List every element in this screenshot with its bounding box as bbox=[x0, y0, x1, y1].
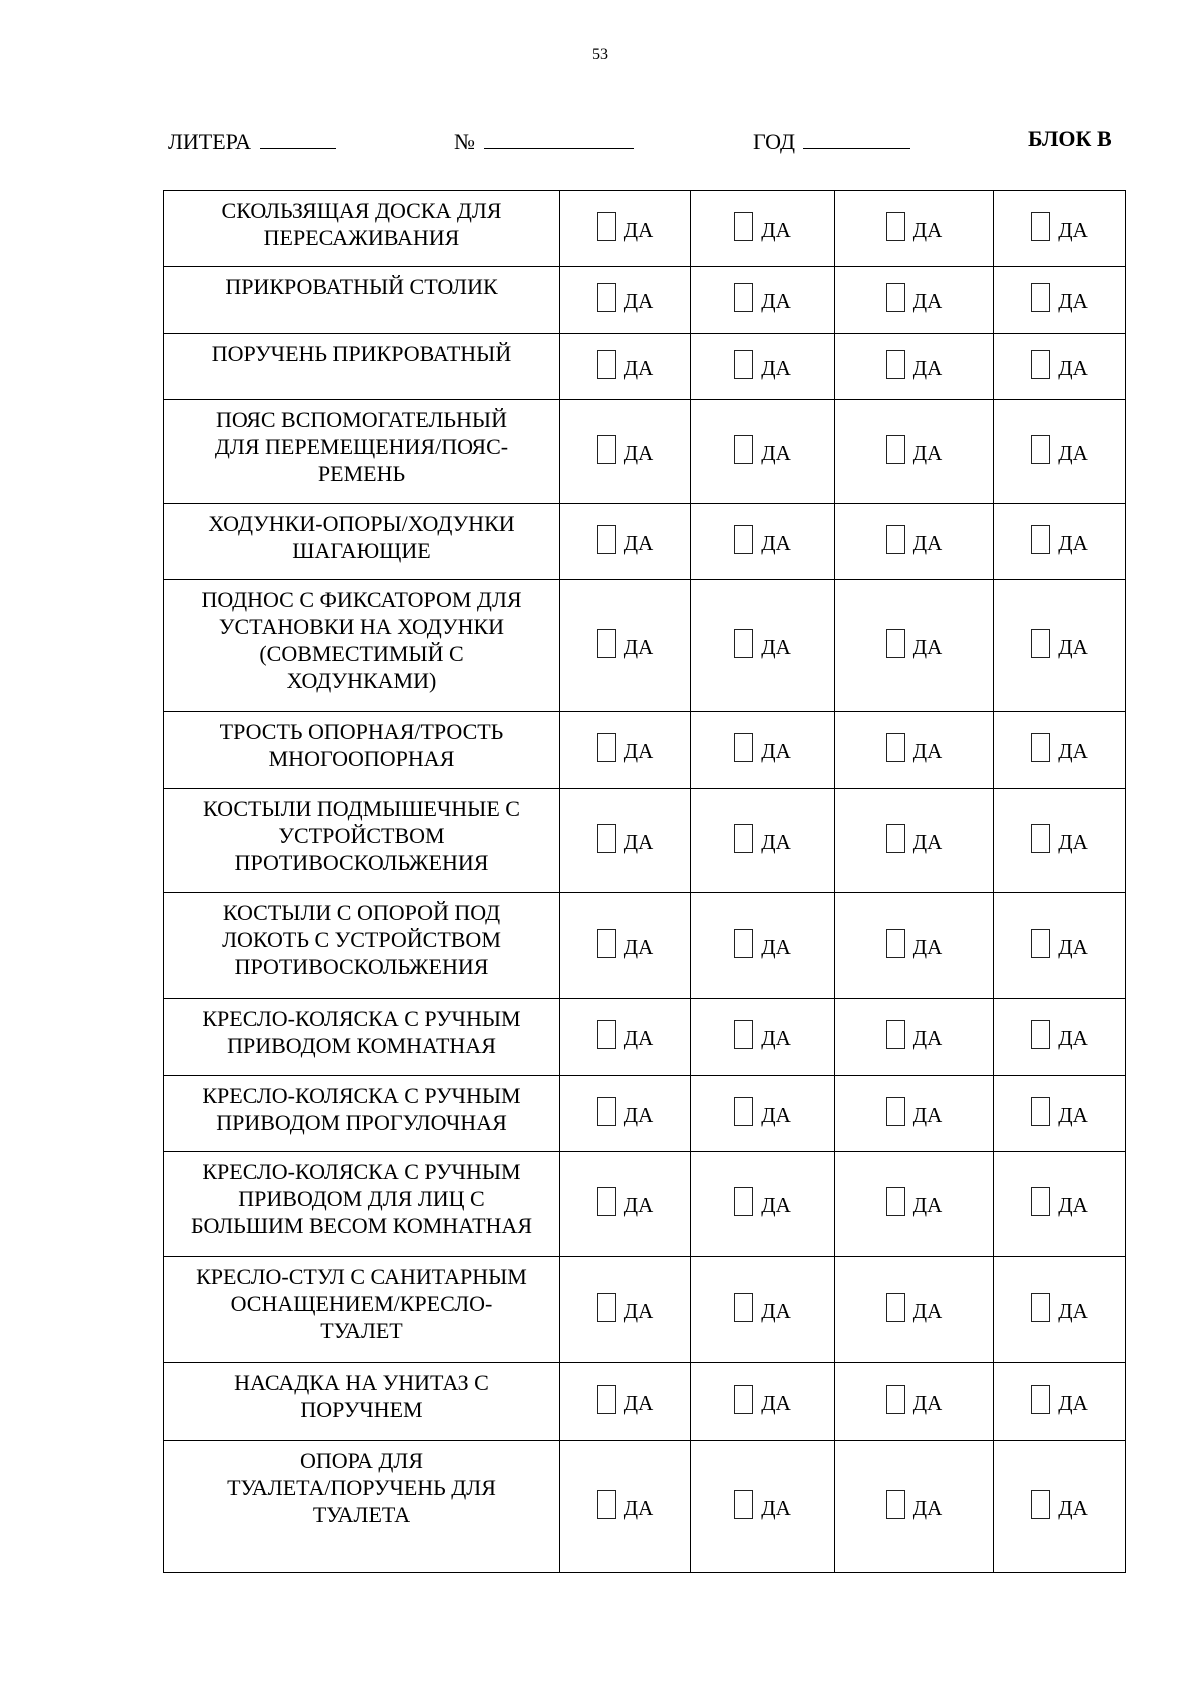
yes-checkbox[interactable] bbox=[597, 212, 616, 241]
yes-label: ДА bbox=[912, 1495, 943, 1520]
yes-checkbox[interactable] bbox=[1031, 525, 1050, 554]
option-cell bbox=[835, 334, 994, 400]
option-cell bbox=[994, 1363, 1126, 1441]
yes-checkbox[interactable] bbox=[886, 1293, 905, 1322]
yes-checkbox[interactable] bbox=[1031, 435, 1050, 464]
yes-option bbox=[1031, 435, 1088, 464]
yes-checkbox[interactable] bbox=[734, 929, 753, 958]
yes-option bbox=[734, 1020, 791, 1049]
option-cell bbox=[835, 712, 994, 789]
yes-checkbox[interactable] bbox=[597, 824, 616, 853]
yes-checkbox[interactable] bbox=[597, 1097, 616, 1126]
option-cell bbox=[994, 400, 1126, 504]
yes-checkbox[interactable] bbox=[886, 283, 905, 312]
yes-option bbox=[597, 629, 654, 658]
option-cell bbox=[691, 1076, 835, 1152]
option-cell bbox=[835, 267, 994, 334]
yes-label: ДА bbox=[912, 289, 943, 313]
yes-option bbox=[886, 929, 943, 958]
block-label: БЛОК В bbox=[1028, 126, 1112, 151]
option-cell bbox=[691, 712, 835, 789]
yes-option bbox=[734, 1385, 791, 1414]
yes-label: ДА bbox=[761, 829, 791, 854]
item-name: ТРОСТЬ ОПОРНАЯ/ТРОСТЬ МНОГООПОРНАЯ bbox=[164, 712, 560, 789]
yes-checkbox[interactable] bbox=[734, 1097, 753, 1126]
yes-option bbox=[597, 1020, 654, 1049]
yes-option bbox=[886, 525, 943, 554]
yes-label: ДА bbox=[623, 530, 654, 555]
table-row bbox=[164, 580, 1126, 712]
yes-label: ДА bbox=[623, 440, 654, 465]
option-cell bbox=[691, 1152, 835, 1257]
yes-checkbox[interactable] bbox=[734, 1490, 753, 1519]
yes-option bbox=[886, 435, 943, 464]
yes-checkbox[interactable] bbox=[597, 1187, 616, 1216]
yes-label: ДА bbox=[761, 934, 791, 959]
yes-label: ДА bbox=[1058, 440, 1088, 465]
item-name: ОПОРА ДЛЯ ТУАЛЕТА/ПОРУЧЕНЬ ДЛЯ ТУАЛЕТА bbox=[164, 1441, 560, 1573]
yes-label: ДА bbox=[912, 739, 943, 763]
yes-checkbox[interactable] bbox=[597, 929, 616, 958]
form-header bbox=[0, 126, 1200, 156]
option-cell bbox=[560, 1441, 691, 1573]
yes-option bbox=[886, 283, 943, 312]
yes-label: ДА bbox=[623, 829, 654, 854]
yes-option bbox=[734, 824, 791, 853]
yes-checkbox[interactable] bbox=[886, 435, 905, 464]
yes-label: ДА bbox=[912, 530, 943, 555]
option-cell bbox=[691, 400, 835, 504]
option-cell bbox=[994, 1441, 1126, 1573]
item-name: ПОРУЧЕНЬ ПРИКРОВАТНЫЙ bbox=[164, 334, 560, 400]
option-cell bbox=[560, 334, 691, 400]
yes-option bbox=[734, 212, 791, 241]
yes-label: ДА bbox=[761, 1390, 791, 1415]
yes-option bbox=[597, 1187, 654, 1216]
option-cell bbox=[560, 1257, 691, 1363]
yes-option bbox=[734, 1097, 791, 1126]
yes-checkbox[interactable] bbox=[597, 1293, 616, 1322]
yes-checkbox[interactable] bbox=[886, 629, 905, 658]
yes-option bbox=[734, 283, 791, 312]
yes-option bbox=[734, 525, 791, 554]
option-cell bbox=[691, 267, 835, 334]
yes-option bbox=[1031, 283, 1088, 312]
yes-label: ДА bbox=[623, 634, 654, 659]
item-name: СКОЛЬЗЯЩАЯ ДОСКА ДЛЯ ПЕРЕСАЖИВАНИЯ bbox=[164, 191, 560, 267]
table-row bbox=[164, 893, 1126, 999]
yes-label: ДА bbox=[912, 1298, 943, 1323]
option-cell bbox=[560, 580, 691, 712]
yes-label: ДА bbox=[761, 634, 791, 659]
yes-label: ДА bbox=[912, 217, 943, 242]
yes-checkbox[interactable] bbox=[1031, 1020, 1050, 1049]
year-field bbox=[753, 126, 910, 155]
yes-label: ДА bbox=[1058, 739, 1088, 763]
yes-checkbox[interactable] bbox=[1031, 283, 1050, 312]
yes-option bbox=[886, 212, 943, 241]
yes-option bbox=[886, 1020, 943, 1049]
item-name: КРЕСЛО-КОЛЯСКА С РУЧНЫМ ПРИВОДОМ КОМНАТНАЯ bbox=[164, 999, 560, 1076]
yes-checkbox[interactable] bbox=[1031, 1385, 1050, 1414]
yes-option bbox=[1031, 929, 1088, 958]
yes-option bbox=[886, 1187, 943, 1216]
yes-option bbox=[1031, 1020, 1088, 1049]
option-cell bbox=[691, 1257, 835, 1363]
yes-checkbox[interactable] bbox=[734, 212, 753, 241]
option-cell bbox=[691, 1441, 835, 1573]
option-cell bbox=[560, 1076, 691, 1152]
yes-checkbox[interactable] bbox=[734, 525, 753, 554]
yes-checkbox[interactable] bbox=[734, 629, 753, 658]
yes-checkbox[interactable] bbox=[734, 1020, 753, 1049]
yes-label: ДА bbox=[1058, 829, 1088, 854]
yes-option bbox=[1031, 1293, 1088, 1322]
yes-label: ДА bbox=[1058, 634, 1088, 659]
option-cell bbox=[994, 580, 1126, 712]
yes-checkbox[interactable] bbox=[1031, 1490, 1050, 1519]
option-cell bbox=[560, 1152, 691, 1257]
yes-checkbox[interactable] bbox=[886, 350, 905, 379]
yes-option bbox=[1031, 212, 1088, 241]
yes-label: ДА bbox=[761, 1495, 791, 1520]
option-cell bbox=[994, 893, 1126, 999]
yes-checkbox[interactable] bbox=[597, 350, 616, 379]
yes-checkbox[interactable] bbox=[597, 1385, 616, 1414]
yes-option bbox=[1031, 1187, 1088, 1216]
option-cell bbox=[994, 1257, 1126, 1363]
yes-option bbox=[734, 350, 791, 379]
yes-option bbox=[734, 1293, 791, 1322]
option-cell bbox=[691, 999, 835, 1076]
yes-label: ДА bbox=[623, 1495, 654, 1520]
yes-label: ДА bbox=[1058, 934, 1088, 959]
table-row bbox=[164, 712, 1126, 789]
table-row bbox=[164, 1257, 1126, 1363]
yes-option bbox=[597, 435, 654, 464]
option-cell bbox=[560, 1363, 691, 1441]
yes-option bbox=[1031, 824, 1088, 853]
yes-checkbox[interactable] bbox=[1031, 1187, 1050, 1216]
yes-label: ДА bbox=[761, 530, 791, 555]
yes-checkbox[interactable] bbox=[886, 1187, 905, 1216]
yes-label: ДА bbox=[1058, 1026, 1088, 1050]
option-cell bbox=[560, 893, 691, 999]
yes-label: ДА bbox=[623, 217, 654, 242]
option-cell bbox=[835, 1257, 994, 1363]
yes-label: ДА bbox=[1058, 1298, 1088, 1323]
yes-label: ДА bbox=[623, 739, 654, 763]
yes-label: ДА bbox=[912, 1026, 943, 1050]
yes-checkbox[interactable] bbox=[1031, 629, 1050, 658]
yes-label: ДА bbox=[1058, 1193, 1088, 1217]
item-name: КОСТЫЛИ С ОПОРОЙ ПОД ЛОКОТЬ С УСТРОЙСТВОМ ПРОТИВОСКОЛЬЖЕНИЯ bbox=[164, 893, 560, 999]
yes-label: ДА bbox=[623, 934, 654, 959]
item-name: ПРИКРОВАТНЫЙ СТОЛИК bbox=[164, 267, 560, 334]
yes-checkbox[interactable] bbox=[734, 435, 753, 464]
yes-option bbox=[597, 1490, 654, 1519]
item-name: КРЕСЛО-СТУЛ С САНИТАРНЫМ ОСНАЩЕНИЕМ/КРЕСЛО- ТУАЛЕТ bbox=[164, 1257, 560, 1363]
yes-option bbox=[734, 1490, 791, 1519]
yes-label: ДА bbox=[912, 934, 943, 959]
yes-label: ДА bbox=[912, 1193, 943, 1217]
yes-label: ДА bbox=[1058, 1495, 1088, 1520]
yes-label: ДА bbox=[761, 1102, 791, 1127]
yes-option bbox=[1031, 733, 1088, 762]
yes-checkbox[interactable] bbox=[597, 283, 616, 312]
litera-field bbox=[168, 126, 336, 155]
option-cell bbox=[691, 191, 835, 267]
yes-checkbox[interactable] bbox=[886, 1490, 905, 1519]
yes-label: ДА bbox=[1058, 355, 1088, 380]
yes-option bbox=[597, 283, 654, 312]
option-cell bbox=[691, 1363, 835, 1441]
table-row bbox=[164, 1076, 1126, 1152]
yes-label: ДА bbox=[761, 217, 791, 242]
page-number: 53 bbox=[592, 46, 608, 63]
yes-option bbox=[886, 1097, 943, 1126]
option-cell bbox=[835, 1441, 994, 1573]
item-name: ПОЯС ВСПОМОГАТЕЛЬНЫЙ ДЛЯ ПЕРЕМЕЩЕНИЯ/ПОЯС- РЕМЕНЬ bbox=[164, 400, 560, 504]
option-cell bbox=[835, 400, 994, 504]
table-row bbox=[164, 1363, 1126, 1441]
yes-label: ДА bbox=[1058, 217, 1088, 242]
yes-option bbox=[597, 824, 654, 853]
yes-label: ДА bbox=[912, 440, 943, 465]
yes-checkbox[interactable] bbox=[1031, 1293, 1050, 1322]
yes-option bbox=[734, 733, 791, 762]
yes-option bbox=[734, 929, 791, 958]
yes-checkbox[interactable] bbox=[734, 1385, 753, 1414]
option-cell bbox=[560, 400, 691, 504]
yes-checkbox[interactable] bbox=[886, 1020, 905, 1049]
option-cell bbox=[835, 893, 994, 999]
yes-option bbox=[886, 824, 943, 853]
yes-option bbox=[597, 1385, 654, 1414]
option-cell bbox=[835, 1152, 994, 1257]
option-cell bbox=[691, 893, 835, 999]
option-cell bbox=[994, 267, 1126, 334]
yes-option bbox=[597, 525, 654, 554]
yes-option bbox=[597, 929, 654, 958]
yes-label: ДА bbox=[761, 1298, 791, 1323]
option-cell bbox=[691, 504, 835, 580]
yes-checkbox[interactable] bbox=[1031, 350, 1050, 379]
option-cell bbox=[835, 1363, 994, 1441]
item-name: КРЕСЛО-КОЛЯСКА С РУЧНЫМ ПРИВОДОМ ПРОГУЛОЧНАЯ bbox=[164, 1076, 560, 1152]
option-cell bbox=[835, 789, 994, 893]
table-row bbox=[164, 400, 1126, 504]
yes-checkbox[interactable] bbox=[734, 824, 753, 853]
option-cell bbox=[835, 1076, 994, 1152]
option-cell bbox=[994, 1076, 1126, 1152]
option-cell bbox=[994, 191, 1126, 267]
yes-label: ДА bbox=[623, 1026, 654, 1050]
yes-checkbox[interactable] bbox=[597, 525, 616, 554]
yes-label: ДА bbox=[623, 355, 654, 380]
yes-option bbox=[886, 1490, 943, 1519]
option-cell bbox=[560, 999, 691, 1076]
table-row bbox=[164, 999, 1126, 1076]
yes-label: ДА bbox=[912, 634, 943, 659]
table-row bbox=[164, 334, 1126, 400]
option-cell bbox=[994, 999, 1126, 1076]
yes-label: ДА bbox=[912, 1102, 943, 1127]
item-name: НАСАДКА НА УНИТАЗ С ПОРУЧНЕМ bbox=[164, 1363, 560, 1441]
equipment-table bbox=[163, 190, 1126, 1573]
yes-label: ДА bbox=[623, 1390, 654, 1415]
yes-checkbox[interactable] bbox=[734, 1187, 753, 1216]
option-cell bbox=[560, 191, 691, 267]
yes-label: ДА bbox=[761, 1193, 791, 1217]
yes-checkbox[interactable] bbox=[1031, 212, 1050, 241]
yes-checkbox[interactable] bbox=[734, 733, 753, 762]
option-cell bbox=[994, 1152, 1126, 1257]
table-row bbox=[164, 191, 1126, 267]
option-cell bbox=[994, 789, 1126, 893]
option-cell bbox=[994, 334, 1126, 400]
yes-label: ДА bbox=[1058, 289, 1088, 313]
yes-option bbox=[597, 1293, 654, 1322]
yes-checkbox[interactable] bbox=[597, 435, 616, 464]
yes-option bbox=[1031, 1097, 1088, 1126]
litera-label: ЛИТЕРА bbox=[168, 129, 251, 154]
equipment-table-body bbox=[164, 191, 1126, 1573]
item-name: ПОДНОС С ФИКСАТОРОМ ДЛЯ УСТАНОВКИ НА ХОДУНКИ (СОВМЕСТИМЫЙ С ХОДУНКАМИ) bbox=[164, 580, 560, 712]
yes-option bbox=[1031, 525, 1088, 554]
option-cell bbox=[835, 999, 994, 1076]
item-name: КОСТЫЛИ ПОДМЫШЕЧНЫЕ С УСТРОЙСТВОМ ПРОТИВОСКОЛЬЖЕНИЯ bbox=[164, 789, 560, 893]
yes-checkbox[interactable] bbox=[734, 350, 753, 379]
yes-label: ДА bbox=[623, 289, 654, 313]
yes-checkbox[interactable] bbox=[734, 283, 753, 312]
yes-label: ДА bbox=[912, 829, 943, 854]
option-cell bbox=[994, 712, 1126, 789]
yes-label: ДА bbox=[761, 440, 791, 465]
option-cell bbox=[560, 267, 691, 334]
yes-option bbox=[597, 212, 654, 241]
yes-label: ДА bbox=[623, 1102, 654, 1127]
yes-label: ДА bbox=[1058, 1102, 1088, 1127]
yes-option bbox=[886, 733, 943, 762]
yes-option bbox=[1031, 1385, 1088, 1414]
option-cell bbox=[560, 789, 691, 893]
option-cell bbox=[994, 504, 1126, 580]
year-blank[interactable] bbox=[803, 126, 910, 149]
yes-label: ДА bbox=[1058, 1390, 1088, 1415]
table-row bbox=[164, 504, 1126, 580]
yes-checkbox[interactable] bbox=[886, 733, 905, 762]
table-row bbox=[164, 1152, 1126, 1257]
number-blank[interactable] bbox=[484, 126, 634, 149]
option-cell bbox=[691, 580, 835, 712]
table-row bbox=[164, 267, 1126, 334]
yes-label: ДА bbox=[761, 1026, 791, 1050]
yes-option bbox=[886, 1293, 943, 1322]
yes-checkbox[interactable] bbox=[1031, 1097, 1050, 1126]
option-cell bbox=[560, 712, 691, 789]
yes-checkbox[interactable] bbox=[886, 212, 905, 241]
option-cell bbox=[691, 789, 835, 893]
yes-checkbox[interactable] bbox=[734, 1293, 753, 1322]
yes-option bbox=[886, 629, 943, 658]
item-name: ХОДУНКИ-ОПОРЫ/ХОДУНКИ ШАГАЮЩИЕ bbox=[164, 504, 560, 580]
yes-option bbox=[886, 350, 943, 379]
yes-checkbox[interactable] bbox=[1031, 733, 1050, 762]
yes-checkbox[interactable] bbox=[886, 525, 905, 554]
table-row bbox=[164, 789, 1126, 893]
yes-checkbox[interactable] bbox=[886, 929, 905, 958]
yes-option bbox=[1031, 629, 1088, 658]
yes-option bbox=[597, 733, 654, 762]
yes-checkbox[interactable] bbox=[1031, 929, 1050, 958]
yes-checkbox[interactable] bbox=[1031, 824, 1050, 853]
yes-checkbox[interactable] bbox=[597, 733, 616, 762]
litera-blank[interactable] bbox=[260, 126, 336, 149]
yes-option bbox=[597, 350, 654, 379]
yes-option bbox=[734, 1187, 791, 1216]
yes-label: ДА bbox=[623, 1298, 654, 1323]
table-row bbox=[164, 1441, 1126, 1573]
number-label: № bbox=[454, 129, 475, 154]
yes-label: ДА bbox=[912, 355, 943, 380]
yes-label: ДА bbox=[761, 355, 791, 380]
yes-option bbox=[597, 1097, 654, 1126]
yes-checkbox[interactable] bbox=[886, 1097, 905, 1126]
year-label: ГОД bbox=[753, 129, 795, 154]
yes-label: ДА bbox=[761, 739, 791, 763]
yes-option bbox=[886, 1385, 943, 1414]
yes-label: ДА bbox=[761, 289, 791, 313]
number-field bbox=[454, 126, 634, 155]
yes-checkbox[interactable] bbox=[597, 629, 616, 658]
yes-option bbox=[1031, 1490, 1088, 1519]
yes-option bbox=[734, 629, 791, 658]
option-cell bbox=[691, 334, 835, 400]
option-cell bbox=[835, 191, 994, 267]
yes-option bbox=[1031, 350, 1088, 379]
yes-label: ДА bbox=[623, 1193, 654, 1217]
yes-label: ДА bbox=[1058, 530, 1088, 555]
option-cell bbox=[835, 580, 994, 712]
yes-checkbox[interactable] bbox=[886, 824, 905, 853]
option-cell bbox=[835, 504, 994, 580]
yes-checkbox[interactable] bbox=[597, 1020, 616, 1049]
yes-checkbox[interactable] bbox=[886, 1385, 905, 1414]
yes-option bbox=[734, 435, 791, 464]
yes-checkbox[interactable] bbox=[597, 1490, 616, 1519]
item-name: КРЕСЛО-КОЛЯСКА С РУЧНЫМ ПРИВОДОМ ДЛЯ ЛИЦ С БОЛЬШИМ ВЕСОМ КОМНАТНАЯ bbox=[164, 1152, 560, 1257]
option-cell bbox=[560, 504, 691, 580]
yes-label: ДА bbox=[912, 1390, 943, 1415]
